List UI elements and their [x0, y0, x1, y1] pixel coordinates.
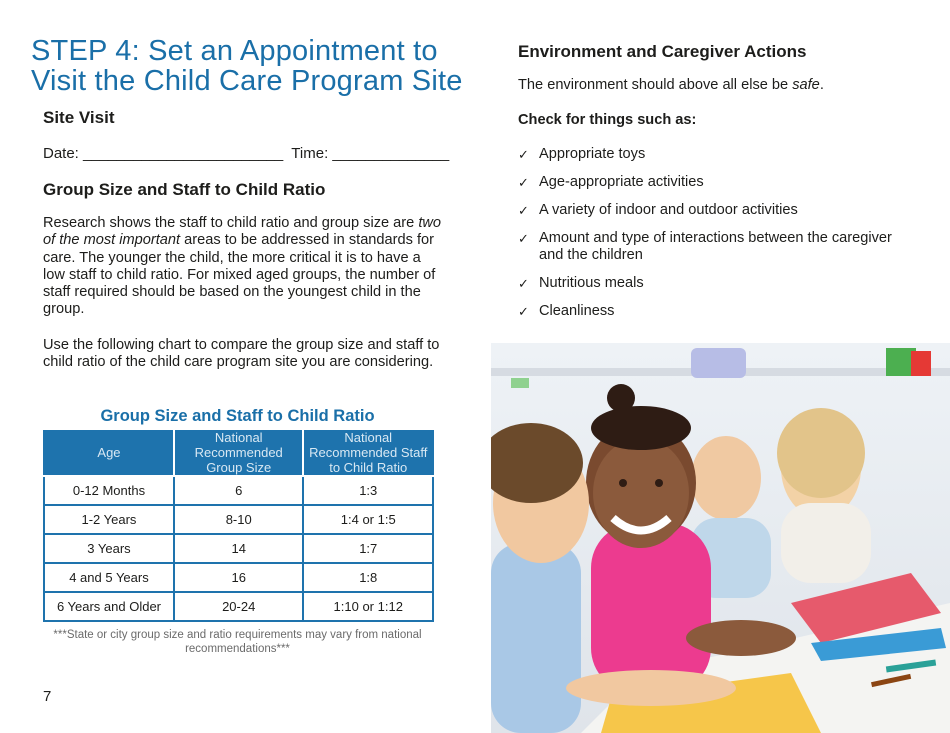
children-classroom-photo	[491, 343, 950, 733]
table-title: Group Size and Staff to Child Ratio	[100, 407, 375, 425]
cell-age: 3 Years	[44, 534, 174, 563]
list-item	[518, 230, 908, 264]
table-row	[44, 563, 433, 592]
para1-emphasis: two of the most important	[43, 215, 442, 249]
list-item	[518, 146, 908, 163]
table-row	[44, 505, 433, 534]
table-header-row	[44, 430, 433, 476]
cell-ratio: 1:4 or 1:5	[303, 505, 433, 534]
cell-ratio: 1:3	[303, 476, 433, 505]
environment-text-start: The environment should above all else be	[518, 77, 793, 93]
cell-group-size: 8-10	[174, 505, 304, 534]
checkmark-icon: ✓	[518, 203, 529, 218]
list-item	[518, 275, 908, 292]
header-group-size: National Recommended Group Size	[174, 430, 304, 476]
list-item	[518, 303, 908, 320]
environment-heading: Environment and Caregiver Actions	[518, 42, 807, 61]
cell-ratio: 1:8	[303, 563, 433, 592]
list-item-label: Cleanliness	[539, 303, 615, 319]
ratio-table	[43, 430, 434, 622]
list-item-label: Appropriate toys	[539, 146, 646, 162]
group-size-heading: Group Size and Staff to Child Ratio	[43, 180, 326, 199]
list-item-label: Amount and type of interactions between the caregiver and the children	[539, 230, 892, 263]
table-row	[44, 476, 433, 505]
environment-text	[518, 77, 824, 93]
check-heading: Check for things such as:	[518, 112, 697, 128]
table-footnote: ***State or city group size and ratio requirements may vary from national recommendations***	[53, 629, 422, 655]
cell-group-size: 14	[174, 534, 304, 563]
chart-instruction-paragraph: Use the following chart to compare the group size and staff to child ratio of the child care program site you are considering.	[43, 337, 440, 371]
para1-end: areas to be addressed in standards for care. The younger the child, the more critical it is to have a low staff to child ratio. For mixed aged groups, the number of staff required should be based on the youngest child in the group.	[43, 232, 436, 318]
page-number: 7	[43, 688, 52, 705]
list-item-label: Age-appropriate activities	[539, 174, 704, 190]
date-time-line: Date: ________________________ Time: ______________	[43, 145, 450, 162]
cell-age: 4 and 5 Years	[44, 563, 174, 592]
cell-group-size: 6	[174, 476, 304, 505]
cell-age: 1-2 Years	[44, 505, 174, 534]
header-age: Age	[44, 430, 174, 476]
list-item	[518, 174, 908, 191]
checkmark-icon: ✓	[518, 175, 529, 190]
cell-group-size: 16	[174, 563, 304, 592]
checkmark-icon: ✓	[518, 304, 529, 319]
cell-age: 6 Years and Older	[44, 592, 174, 621]
cell-age: 0-12 Months	[44, 476, 174, 505]
environment-text-end: .	[819, 77, 824, 93]
page-title: STEP 4: Set an Appointment to Visit the Child Care Program Site	[31, 35, 463, 97]
checkmark-icon: ✓	[518, 231, 529, 246]
cell-ratio: 1:7	[303, 534, 433, 563]
checklist	[518, 146, 908, 331]
table-row	[44, 592, 433, 621]
para1-start: Research shows the staff to child ratio and group size are	[43, 215, 419, 231]
cell-ratio: 1:10 or 1:12	[303, 592, 433, 621]
checkmark-icon: ✓	[518, 276, 529, 291]
list-item-label: A variety of indoor and outdoor activities	[539, 202, 798, 218]
header-staff-ratio: National Recommended Staff to Child Ratio	[303, 430, 433, 476]
list-item	[518, 202, 908, 219]
cell-group-size: 20-24	[174, 592, 304, 621]
environment-emphasis: safe	[792, 77, 820, 93]
table-row	[44, 534, 433, 563]
list-item-label: Nutritious meals	[539, 275, 644, 291]
ratio-research-paragraph	[43, 215, 443, 319]
site-visit-heading: Site Visit	[43, 108, 115, 127]
checkmark-icon: ✓	[518, 147, 529, 162]
